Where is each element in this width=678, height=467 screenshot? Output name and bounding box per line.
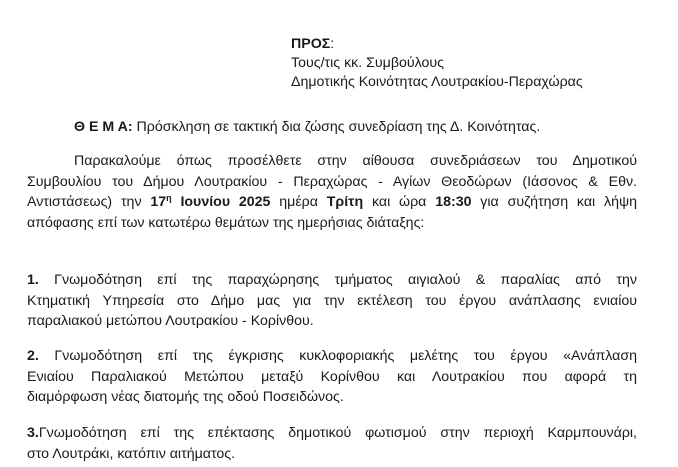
meeting-date: $17^\eta$ Ιουνίου 2025 [150,193,271,210]
agenda-item-number: 2. [27,348,39,364]
invitation-line-3: Αντιστάσεως) την $17^\eta$ Ιουνίου 2025 ημέρα Τρίτη και ώρα 18:30 για συζήτηση και λήψη [27,193,638,210]
agenda-item-1: 1. Γνωμοδότηση επί της παραχώρησης τμήματος αιγιαλού & παραλίας από την Κτηματική Υπηρεσία στο Δήμο μας για την εκτέλεση του έργου ανάπλασης ενιαίου παραλιακού μετώπου Λουτρακίου - Κορίνθου. [27,272,637,329]
meeting-time: 18:30 [435,194,472,210]
recipient-line-1: Τους/τις κκ. Συμβούλους [291,55,445,71]
subject-line [74,119,540,135]
subject-label: Θ Ε Μ Α: [74,119,133,135]
agenda-item-number: 3. [27,425,39,441]
subject-text: Πρόσκληση σε τακτική δια ζώσης συνεδρίαση της Δ. Κοινότητας. [132,119,541,135]
invitation-line-4: απόφασης επί των κατωτέρω θεμάτων της ημερήσιας διάταξης: [27,214,425,231]
invitation-line-1: Παρακαλούμε όπως προσέλθετε στην αίθουσα συνεδριάσεων του Δημοτικού [74,153,637,169]
meeting-weekday: Τρίτη [326,194,364,210]
agenda-item-3: 3.Γνωμοδότηση επί της επέκτασης δημοτικού φωτισμού στην περιοχή Καρμπουνάρι, στο Λουτράκι, κατόπιν αιτήματος. [27,425,637,462]
invitation-paragraph [27,151,637,233]
agenda-item-number: 1. [27,272,39,288]
to-label: ΠΡΟΣ [291,36,331,52]
recipient-line-2: Δημοτικής Κοινότητας Λουτρακίου-Περαχώρας [291,74,583,90]
invitation-line-2: Συμβουλίου του Δήμου Λουτρακίου - Περαχώρας - Αγίων Θεοδώρων (Ιάσονος & Εθν. [27,173,637,190]
agenda-item-2: 2. Γνωμοδότηση επί της έγκρισης κυκλοφοριακής μελέτης του έργου «Ανάπλαση Ενιαίου Παραλιακού Μετώπου μεταξύ Κορίνθου και Λουτρακίου που αφορά τη διαμόρφωση νέας διατομής της οδού Ποσειδώνος. [27,348,637,405]
to-colon: : [330,36,335,52]
to-heading [291,36,334,52]
